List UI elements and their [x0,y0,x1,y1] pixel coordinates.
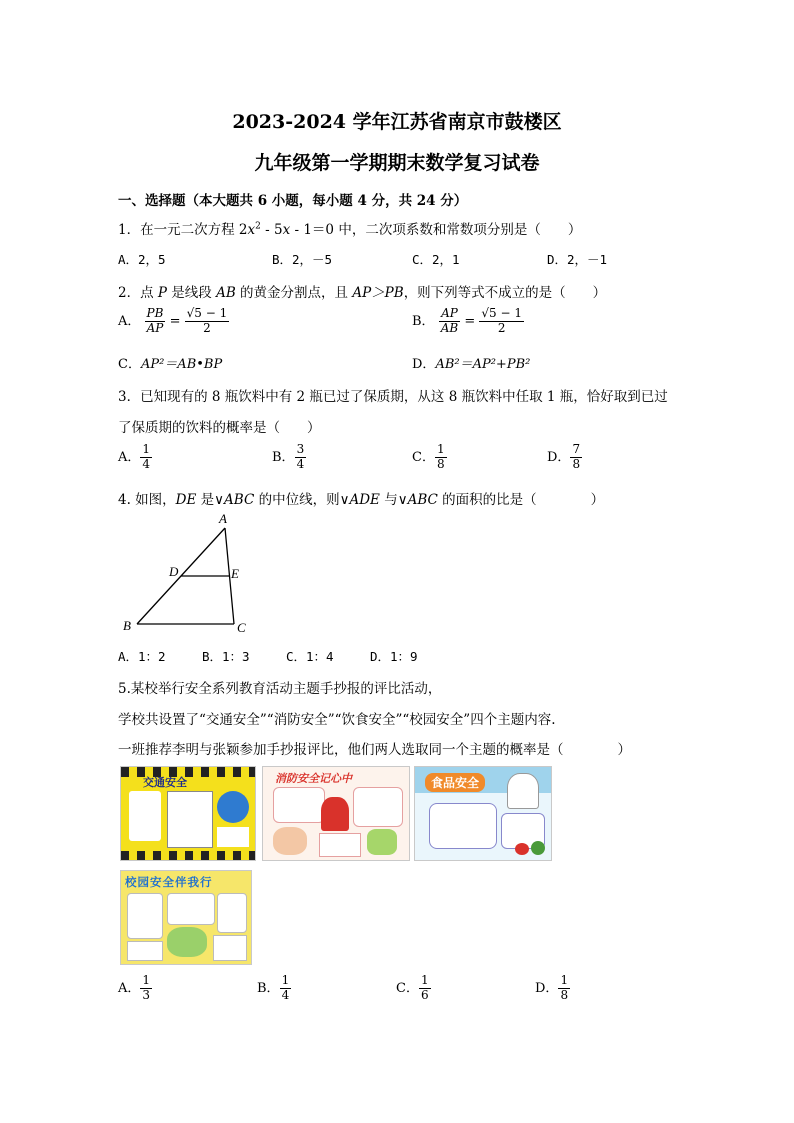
q1-option-d[interactable]: D．2，－1 [547,252,608,267]
q2-text-b: 是线段 [166,285,217,301]
q3-option-a[interactable] [118,443,152,472]
q2-inequality: AP＞PB [352,285,404,301]
option-label: B． [257,980,280,996]
option-label: A． [118,980,141,996]
food-safety-poster [414,766,552,861]
q4-text-b: 是∨ [196,492,225,508]
equals-sign: = [464,313,476,329]
fraction-numerator: AP [439,307,460,322]
radical-numerator: √5 − 1 [186,306,228,320]
question-5-line1: 5.某校举行安全系列教育活动主题手抄报的评比活动， [118,681,442,697]
option-label: C． [396,980,419,996]
q5-option-d[interactable] [535,974,570,1003]
radical-denominator: 2 [203,320,211,335]
q2-option-c-label: C． [118,357,141,372]
traffic-poster-title: 交通安全 [143,776,187,789]
q2-option-d[interactable] [412,353,530,372]
q4-var-ade: ADE [349,492,380,508]
vertex-label-b: B [123,618,131,633]
q1-option-a[interactable]: A．2，5 [118,252,166,267]
q4-option-a[interactable]: A．1：2 [118,649,166,664]
q4-text-a: 4. 如图， [118,492,176,508]
fraction-numerator: 1 [420,973,429,987]
food-poster-title: 食品安全 [425,773,485,792]
question-3-line1: 3．已知现有的 8 瓶饮料中有 2 瓶已过了保质期，从这 8 瓶饮料中任取 1 瓶，恰好取到已过 [118,389,668,405]
q4-option-b[interactable]: B．1：3 [202,649,250,664]
fraction-numerator: 7 [572,442,581,456]
q2-option-b-label: B． [412,313,435,329]
fraction-denominator: 8 [436,456,445,471]
fraction-denominator: AP [146,320,164,335]
q2-text-a: 2．点 [118,285,158,301]
vertex-label-a: A [219,511,227,526]
q2-option-a-fraction [145,307,166,336]
question-4-stem [118,488,604,508]
q2-option-b[interactable] [412,307,524,336]
fraction-denominator: 8 [560,987,569,1002]
q2-option-b-fraction [439,307,460,336]
triangle-figure [115,508,265,638]
q2-option-c[interactable] [118,353,222,372]
fraction-denominator: 4 [296,456,305,471]
q1-text-b: - 5 [260,222,283,238]
q1-option-b[interactable]: B．2，－5 [272,252,333,267]
q1-var-x: x [247,222,256,238]
q2-option-a[interactable] [118,307,229,336]
option-label: A． [118,449,141,465]
q4-var-de: DE [175,492,197,508]
fraction-numerator: 1 [142,973,151,987]
q1-exponent: 2 [255,221,261,232]
radical-denominator: 2 [497,320,506,335]
q5-option-a[interactable] [118,974,152,1003]
section-heading: 一、选择题（本大题共 6 小题，每小题 4 分，共 24 分） [118,193,468,209]
q4-var-abc2: ABC [407,492,438,508]
fraction-denominator: AB [440,320,459,335]
q2-option-a-label: A． [118,313,141,329]
campus-safety-poster [120,870,252,965]
page-title-line2: 九年级第一学期期末数学复习试卷 [254,152,540,174]
q1-text-a: 1．在一元二次方程 2 [118,222,248,238]
q2-option-c-text: AP²＝AB•BP [140,357,223,372]
fraction-numerator: 1 [142,442,151,456]
q4-option-d[interactable]: D．1：9 [370,649,418,664]
q3-option-b[interactable] [272,443,306,472]
campus-poster-title: 校园安全伴我行 [125,875,213,889]
q2-option-b-rhs [479,307,524,336]
q2-option-d-text: AB²＝AP²+PB² [435,357,531,372]
fraction-denominator: 4 [142,456,151,471]
q3-option-c[interactable] [412,443,447,472]
q2-option-d-label: D． [412,357,436,372]
question-2-stem [118,281,606,301]
q4-var-abc: ABC [224,492,255,508]
fraction-numerator: PB [146,306,164,320]
fraction-denominator: 8 [572,456,581,471]
option-label: C． [412,449,435,465]
fraction-denominator: 3 [142,987,151,1002]
option-label: D． [535,980,559,996]
vertex-label-c: C [237,620,246,635]
fraction-numerator: 3 [296,442,305,456]
fraction-numerator: 1 [436,442,445,456]
fraction-numerator: 1 [560,973,569,987]
q2-var-p: P [157,285,167,301]
fire-safety-poster [262,766,410,861]
question-5-line3: 一班推荐李明与张颖参加手抄报评比，他们两人选取同一个主题的概率是（ ） [118,742,631,758]
question-3-line2: 了保质期的饮料的概率是（ ） [118,420,321,436]
q4-text-c: 的中位线，则∨ [254,492,350,508]
q1-text-c: - 1＝0 中，二次项系数和常数项分别是（ ） [290,222,582,238]
q2-option-a-rhs [185,307,230,336]
q2-var-ab: AB [216,285,236,301]
q4-text-e: 的面积的比是（ ） [437,492,605,508]
q3-option-d[interactable] [547,443,582,472]
option-label: B． [272,449,295,465]
question-1-stem [118,218,581,238]
page-title-line1: 2023-2024 学年江苏省南京市鼓楼区 [232,111,562,133]
radical-numerator: √5 − 1 [481,306,522,320]
fraction-denominator: 4 [281,987,290,1002]
equals-sign: = [169,313,181,329]
question-5-line2: 学校共设置了“交通安全”“消防安全”“饮食安全”“校园安全”四个主题内容. [118,712,556,728]
traffic-safety-poster [120,766,256,861]
q1-option-c[interactable]: C．2，1 [412,252,460,267]
q4-option-c[interactable]: C．1：4 [286,649,334,664]
fraction-numerator: 1 [281,973,290,987]
q1-var-x2: x [282,222,291,238]
q2-text-d: ，则下列等式不成立的是（ ） [403,285,607,301]
q5-option-b[interactable] [257,974,291,1003]
q5-option-c[interactable] [396,974,431,1003]
vertex-label-d: D [169,564,179,579]
option-label: D． [547,449,571,465]
fire-poster-title: 消防安全记心中 [275,772,352,785]
vertex-label-e: E [231,566,239,581]
fraction-denominator: 6 [420,987,429,1002]
q4-text-d: 与∨ [379,492,408,508]
q2-text-c: 的黄金分割点，且 [235,285,353,301]
